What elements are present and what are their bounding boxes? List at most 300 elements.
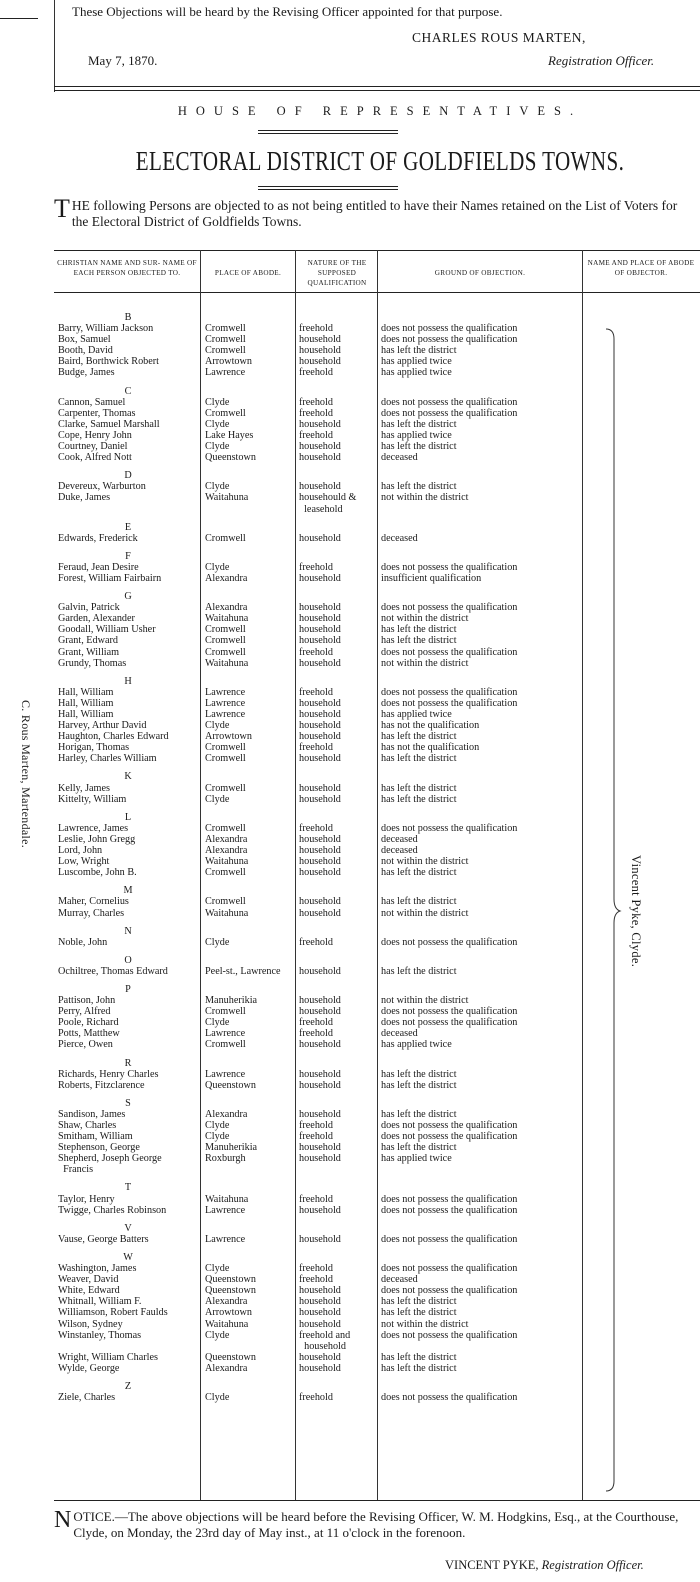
- section-spacer: [205, 984, 295, 995]
- section-gap: [58, 1216, 198, 1223]
- voter-ground: not within the district: [381, 613, 469, 625]
- voter-ground: has applied twice: [381, 367, 452, 379]
- voter-qualification: freehold: [299, 1193, 333, 1205]
- voter-qualification: freehold: [299, 1017, 333, 1029]
- side-left-note: C. Rous Marten, Martendale.: [19, 700, 33, 849]
- section-spacer: [381, 885, 581, 896]
- voter-ground: has left the district: [381, 965, 457, 977]
- voter-abode: Clyde: [205, 1329, 230, 1341]
- voter-ground: deceased: [381, 532, 418, 544]
- section-spacer: [381, 955, 581, 966]
- voter-qualification: household: [299, 1362, 341, 1374]
- section-gap: [58, 515, 198, 522]
- voter-abode: Alexandra: [205, 572, 248, 584]
- section-spacer: [205, 1058, 295, 1069]
- voter-abode: Queenstown: [205, 1274, 256, 1286]
- voter-abode: Cromwell: [205, 867, 246, 879]
- voter-abode: Clyde: [205, 561, 230, 573]
- voter-ground: does not possess the qualification: [381, 334, 518, 346]
- voter-name: Hall, William: [58, 709, 114, 720]
- section-spacer: [299, 812, 377, 823]
- section-spacer: [205, 1182, 295, 1193]
- section-spacer: [381, 551, 581, 562]
- section-spacer: [381, 984, 581, 995]
- voter-name: Baird, Borthwick Robert: [58, 356, 160, 368]
- table-bottom-rule: [54, 1500, 700, 1501]
- voter-qualification: household: [299, 793, 341, 805]
- notice-text: OTICE.—The above objections will be heard before the Revising Officer, W. M. Hodgkins, Esq., at the Courthouse, Clyde, on Monday, the 23rd day of May inst., at 11 o'clock in the forenoon.: [73, 1509, 679, 1540]
- voter-abode: Waitahuna: [205, 657, 249, 669]
- voter-name: Pattison, John: [58, 995, 116, 1007]
- voter-qualification: household: [299, 1153, 341, 1165]
- voter-ground: does not possess the qualification: [381, 936, 518, 948]
- voter-qualification: household: [299, 345, 341, 357]
- section-gap: [205, 919, 295, 926]
- voter-abode: Queenstown: [205, 1079, 256, 1091]
- voter-abode: Lawrence: [205, 709, 246, 720]
- top-signature-title: Registration Officer.: [548, 53, 655, 68]
- voter-abode: Lawrence: [205, 1028, 246, 1040]
- table-vline-1: [200, 250, 201, 1500]
- section-spacer: [205, 1252, 295, 1263]
- voter-abode: Peel-st., Lawrence: [205, 965, 281, 977]
- voter-ground: deceased: [381, 1274, 418, 1286]
- section-gap: [205, 1403, 295, 1410]
- section-spacer: [381, 312, 581, 323]
- voter-ground: has applied twice: [381, 1039, 452, 1051]
- voter-ground: has left the district: [381, 753, 457, 765]
- voter-abode: [205, 1341, 295, 1352]
- section-gap: [299, 379, 377, 386]
- voter-qualification: freehold: [299, 429, 333, 441]
- voter-ground: has left the district: [381, 624, 457, 636]
- voter-abode: Cromwell: [205, 646, 246, 658]
- voter-name: Sandison, James: [58, 1108, 126, 1120]
- voter-name: Cook, Alfred Nott: [58, 452, 132, 464]
- voter-qualification: household: [299, 624, 341, 636]
- voter-qualification: househould &: [299, 492, 357, 504]
- voter-name: Washington, James: [58, 1263, 137, 1275]
- voter-qualification: household: [299, 635, 341, 647]
- voter-ground: [381, 504, 581, 515]
- district-rule-2: [258, 189, 398, 190]
- voter-name: Clarke, Samuel Marshall: [58, 418, 160, 430]
- section-gap: [205, 463, 295, 470]
- voter-qualification: freehold: [299, 367, 333, 379]
- voter-qualification: freehold: [299, 561, 333, 573]
- section-gap: [58, 1051, 198, 1058]
- voter-abode: Roxburgh: [205, 1153, 246, 1165]
- voter-name: Ziele, Charles: [58, 1392, 116, 1404]
- voter-ground: does not possess the qualification: [381, 646, 518, 658]
- voter-name: Hall, William: [58, 686, 114, 698]
- district-title: ELECTORAL DISTRICT OF GOLDFIELDS TOWNS.: [135, 146, 625, 176]
- voter-name: Galvin, Patrick: [58, 602, 120, 614]
- voter-qualification: household: [299, 1204, 341, 1216]
- section-spacer: [381, 386, 581, 397]
- voter-qualification: household: [299, 1233, 341, 1245]
- top-notice: These Objections will be heard by the Revising Officer appointed for that purpose.: [72, 4, 503, 19]
- section-gap: [299, 1403, 377, 1410]
- voter-ground: has applied twice: [381, 429, 452, 441]
- voter-abode: Cromwell: [205, 896, 246, 908]
- voter-name: Duke, James: [58, 492, 111, 504]
- voter-qualification: household: [299, 709, 341, 720]
- section-gap: [205, 1175, 295, 1182]
- voter-ground: does not possess the qualification: [381, 822, 518, 834]
- voter-abode: Cromwell: [205, 1039, 246, 1051]
- voter-name: Grant, Edward: [58, 635, 118, 647]
- voter-name: Hall, William: [58, 697, 114, 709]
- voter-name: Francis: [58, 1164, 94, 1176]
- voter-qualification: household: [299, 452, 341, 464]
- voter-name: Kittelty, William: [58, 793, 127, 805]
- voter-qualification: freehold: [299, 936, 333, 948]
- voter-qualification: [299, 1164, 377, 1175]
- section-gap: [205, 1374, 295, 1381]
- voter-name: Weaver, David: [58, 1274, 119, 1286]
- voter-qualification: freehold: [299, 396, 333, 408]
- section-gap: [299, 669, 377, 676]
- voter-ground: has left the district: [381, 441, 457, 453]
- section-gap: [205, 544, 295, 551]
- objector-name: Vincent Pyke, Clyde.: [629, 855, 643, 968]
- voter-name: Feraud, Jean Desire: [58, 561, 139, 573]
- section-letter: B: [124, 312, 132, 323]
- voter-abode: Waitahuna: [205, 1318, 249, 1330]
- voter-name: Richards, Henry Charles: [58, 1068, 159, 1080]
- section-spacer: [205, 885, 295, 896]
- header-ground: GROUND OF OBJECTION.: [434, 269, 526, 277]
- section-gap: [299, 805, 377, 812]
- section-spacer: [299, 771, 377, 782]
- section-letter: K: [124, 771, 132, 783]
- voter-abode: Clyde: [205, 1017, 230, 1029]
- voter-name: Grundy, Thomas: [58, 657, 127, 669]
- section-letter: Z: [124, 1380, 132, 1392]
- voter-name: Carpenter, Thomas: [58, 407, 136, 419]
- voter-ground: has not the qualification: [381, 742, 480, 754]
- section-gap: [299, 544, 377, 551]
- header-abode: PLACE OF ABODE.: [214, 269, 282, 277]
- double-rule-bottom: [54, 90, 700, 91]
- bottom-signature-title: Registration Officer.: [541, 1558, 644, 1572]
- voter-qualification: household: [299, 532, 341, 544]
- voter-ground: has applied twice: [381, 356, 452, 368]
- voter-qualification: household: [299, 731, 341, 743]
- section-spacer: [205, 1381, 295, 1392]
- voter-qualification: freehold: [299, 646, 333, 658]
- section-gap: [381, 878, 581, 885]
- voter-abode: Cromwell: [205, 822, 246, 834]
- section-gap: [381, 805, 581, 812]
- bottom-signature: [445, 1558, 644, 1573]
- intro-text: HE following Persons are objected to as not being entitled to have their Names retained on the List of Voters for the Electoral District of Goldfields Towns.: [71, 198, 678, 229]
- voter-ground: not within the district: [381, 1318, 469, 1330]
- section-gap: [299, 1374, 377, 1381]
- section-gap: [381, 764, 581, 771]
- section-gap: [205, 948, 295, 955]
- section-letter: P: [125, 983, 131, 995]
- voter-name: Cannon, Samuel: [58, 396, 126, 408]
- section-gap: [205, 977, 295, 984]
- section-gap: [58, 1374, 198, 1381]
- section-gap: [205, 1216, 295, 1223]
- voter-abode: Cromwell: [205, 532, 246, 544]
- voter-ground: not within the district: [381, 907, 469, 919]
- voter-abode: Clyde: [205, 1120, 230, 1131]
- section-gap: [58, 1175, 198, 1182]
- voter-name: Devereux, Warburton: [58, 481, 146, 493]
- section-gap: [205, 584, 295, 591]
- voter-abode: Alexandra: [205, 1362, 248, 1374]
- voter-name: Courtney, Daniel: [58, 441, 128, 453]
- voter-abode: Clyde: [205, 441, 230, 453]
- voter-abode: Clyde: [205, 720, 230, 732]
- section-gap: [58, 764, 198, 771]
- section-gap: [299, 878, 377, 885]
- section-spacer: [299, 470, 377, 481]
- voter-abode: Cromwell: [205, 345, 246, 357]
- voter-name: Winstanley, Thomas: [58, 1329, 142, 1341]
- notice-dropcap: N: [54, 1507, 72, 1533]
- voter-ground: does not possess the qualification: [381, 1131, 518, 1143]
- voter-qualification: household: [299, 613, 341, 625]
- section-spacer: [205, 771, 295, 782]
- voter-ground: has left the district: [381, 1296, 457, 1308]
- section-letter: N: [124, 925, 132, 937]
- voter-qualification: household: [299, 1340, 346, 1352]
- voter-ground: does not possess the qualification: [381, 1285, 518, 1297]
- voter-abode: Cromwell: [205, 323, 246, 335]
- section-spacer: [299, 591, 377, 602]
- voter-abode: Cromwell: [205, 407, 246, 419]
- section-gap: [381, 544, 581, 551]
- voter-name: Grant, William: [58, 646, 120, 658]
- section-spacer: [205, 955, 295, 966]
- voter-ground: has left the district: [381, 1068, 457, 1080]
- voter-abode: Manuherikia: [205, 995, 258, 1007]
- voter-name: Perry, Alfred: [58, 1006, 111, 1018]
- voter-name: Horigan, Thomas: [58, 742, 130, 754]
- bottom-signature-name: VINCENT PYKE,: [445, 1558, 539, 1572]
- voter-name: Haughton, Charles Edward: [58, 731, 169, 743]
- section-spacer: [299, 522, 377, 533]
- house-rule-2: [258, 133, 398, 134]
- voter-name: Wylde, George: [58, 1362, 120, 1374]
- section-gap: [205, 878, 295, 885]
- voter-qualification: freehold: [299, 1274, 333, 1286]
- voter-abode: Alexandra: [205, 833, 248, 845]
- voter-qualification: freehold: [299, 407, 333, 419]
- voter-name: Wilson, Sydney: [58, 1318, 123, 1330]
- voter-name: Edwards, Frederick: [58, 532, 138, 544]
- voter-name: Lawrence, James: [58, 822, 129, 834]
- voter-ground: [381, 1164, 581, 1175]
- section-letter: S: [125, 1097, 131, 1109]
- section-gap: [299, 1091, 377, 1098]
- voter-ground: has not the qualification: [381, 720, 480, 732]
- voter-qualification: household: [299, 1318, 341, 1330]
- voter-abode: [205, 1164, 295, 1175]
- voter-abode: Arrowtown: [205, 356, 252, 368]
- section-spacer: [299, 1098, 377, 1109]
- voter-name: Roberts, Fitzclarence: [58, 1079, 145, 1091]
- section-letter: F: [125, 550, 131, 562]
- section-gap: [381, 1216, 581, 1223]
- voter-qualification: household: [299, 907, 341, 919]
- voter-name: Leslie, John Gregg: [58, 833, 136, 845]
- voter-name: Wright, William Charles: [58, 1351, 158, 1363]
- voter-name: Forest, William Fairbairn: [58, 572, 162, 584]
- voter-abode: [205, 504, 295, 515]
- section-gap: [381, 1175, 581, 1182]
- voter-name: Kelly, James: [58, 782, 110, 794]
- voter-name: Luscombe, John B.: [58, 867, 137, 879]
- voter-ground: deceased: [381, 1028, 418, 1040]
- section-letter: D: [124, 470, 132, 482]
- voter-ground: not within the district: [381, 657, 469, 669]
- voter-abode: Queenstown: [205, 1351, 256, 1363]
- section-gap: [299, 1051, 377, 1058]
- voter-ground: does not possess the qualification: [381, 407, 518, 419]
- voter-ground: has left the district: [381, 1351, 457, 1363]
- voter-qualification: household: [299, 1006, 341, 1018]
- voter-ground: has left the district: [381, 345, 457, 357]
- table-vline-2: [295, 250, 296, 1500]
- voter-ground: has applied twice: [381, 709, 452, 720]
- section-gap: [58, 584, 198, 591]
- intro-dropcap: T: [54, 194, 70, 223]
- voter-qualification: household: [299, 896, 341, 908]
- section-spacer: [299, 676, 377, 687]
- voter-qualification: household: [299, 720, 341, 732]
- voter-qualification: household: [299, 1285, 341, 1297]
- section-gap: [205, 515, 295, 522]
- voter-ground: does not possess the qualification: [381, 1193, 518, 1205]
- voter-qualification: household: [299, 1068, 341, 1080]
- top-left-rule: [0, 18, 38, 19]
- voter-qualification: household: [299, 481, 341, 493]
- voter-qualification: freehold: [299, 1120, 333, 1131]
- objector-brace: [594, 325, 624, 1495]
- voter-ground: does not possess the qualification: [381, 1006, 518, 1018]
- section-gap: [299, 1216, 377, 1223]
- section-gap: [299, 1175, 377, 1182]
- section-spacer: [381, 812, 581, 823]
- section-gap: [381, 1245, 581, 1252]
- voter-name: Goodall, William Usher: [58, 624, 156, 636]
- voter-ground: deceased: [381, 845, 418, 857]
- section-letter: O: [124, 954, 132, 966]
- voter-qualification: household: [299, 833, 341, 845]
- section-gap: [205, 669, 295, 676]
- section-spacer: [381, 591, 581, 602]
- voter-abode: Clyde: [205, 1263, 230, 1275]
- voter-ground: has left the district: [381, 867, 457, 879]
- voter-qualification: freehold: [299, 742, 333, 754]
- voter-abode: Lawrence: [205, 1233, 246, 1245]
- voter-ground: does not possess the qualification: [381, 561, 518, 573]
- house-rule-1: [258, 130, 398, 131]
- section-spacer: [381, 1058, 581, 1069]
- voter-qualification: household: [299, 995, 341, 1007]
- voter-qualification: freehold: [299, 686, 333, 698]
- section-spacer: [381, 1381, 581, 1392]
- voter-name: Taylor, Henry: [58, 1193, 115, 1205]
- voter-name: Twigge, Charles Robinson: [58, 1204, 167, 1216]
- section-gap: [299, 764, 377, 771]
- section-gap: [58, 463, 198, 470]
- voter-ground: has left the district: [381, 481, 457, 493]
- voter-abode: Lawrence: [205, 367, 246, 379]
- section-spacer: [205, 386, 295, 397]
- district-rule-1: [258, 186, 398, 187]
- section-gap: [58, 379, 198, 386]
- voter-abode: Queenstown: [205, 1285, 256, 1297]
- voter-qualification: household: [299, 1307, 341, 1319]
- section-gap: [381, 1374, 581, 1381]
- column-ground: [381, 312, 581, 1410]
- voter-abode: Manuherikia: [205, 1142, 258, 1154]
- section-gap: [381, 463, 581, 470]
- voter-abode: Alexandra: [205, 602, 248, 614]
- section-letter: G: [124, 591, 132, 603]
- voter-qualification: household: [299, 867, 341, 879]
- voter-ground: does not possess the qualification: [381, 602, 518, 614]
- section-spacer: [299, 926, 377, 937]
- section-gap: [58, 919, 198, 926]
- section-gap: [58, 1091, 198, 1098]
- section-spacer: [205, 676, 295, 687]
- voter-ground: has left the district: [381, 793, 457, 805]
- voter-qualification: leasehold: [299, 503, 343, 515]
- section-spacer: [381, 1252, 581, 1263]
- section-gap: [381, 948, 581, 955]
- voter-abode: Alexandra: [205, 1108, 248, 1120]
- voter-name: Williamson, Robert Faulds: [58, 1307, 168, 1319]
- section-spacer: [381, 522, 581, 533]
- section-gap: [381, 1051, 581, 1058]
- section-gap: [381, 1091, 581, 1098]
- section-letter: V: [124, 1222, 132, 1234]
- section-spacer: [299, 1182, 377, 1193]
- voter-abode: Lawrence: [205, 1068, 246, 1080]
- section-gap: [58, 1403, 198, 1410]
- voter-ground: insufficient qualification: [381, 572, 482, 584]
- voter-ground: has left the district: [381, 782, 457, 794]
- section-spacer: [299, 1381, 377, 1392]
- section-spacer: [299, 885, 377, 896]
- section-spacer: [381, 470, 581, 481]
- section-gap: [58, 544, 198, 551]
- voter-name: Ochiltree, Thomas Edward: [58, 965, 168, 977]
- voter-ground: does not possess the qualification: [381, 1204, 518, 1216]
- voter-qualification: household: [299, 572, 341, 584]
- voter-qualification: freehold and: [299, 1329, 351, 1341]
- voter-abode: Queenstown: [205, 452, 256, 464]
- section-gap: [381, 1403, 581, 1410]
- section-letter: R: [124, 1057, 132, 1069]
- column-name: [58, 312, 198, 1410]
- section-gap: [299, 515, 377, 522]
- voter-abode: Clyde: [205, 1131, 230, 1143]
- voter-name: Poole, Richard: [58, 1017, 119, 1029]
- voter-name: Booth, David: [58, 345, 113, 357]
- voter-name: Harley, Charles William: [58, 753, 157, 765]
- section-spacer: [205, 812, 295, 823]
- voter-name: Harvey, Arthur David: [58, 720, 147, 732]
